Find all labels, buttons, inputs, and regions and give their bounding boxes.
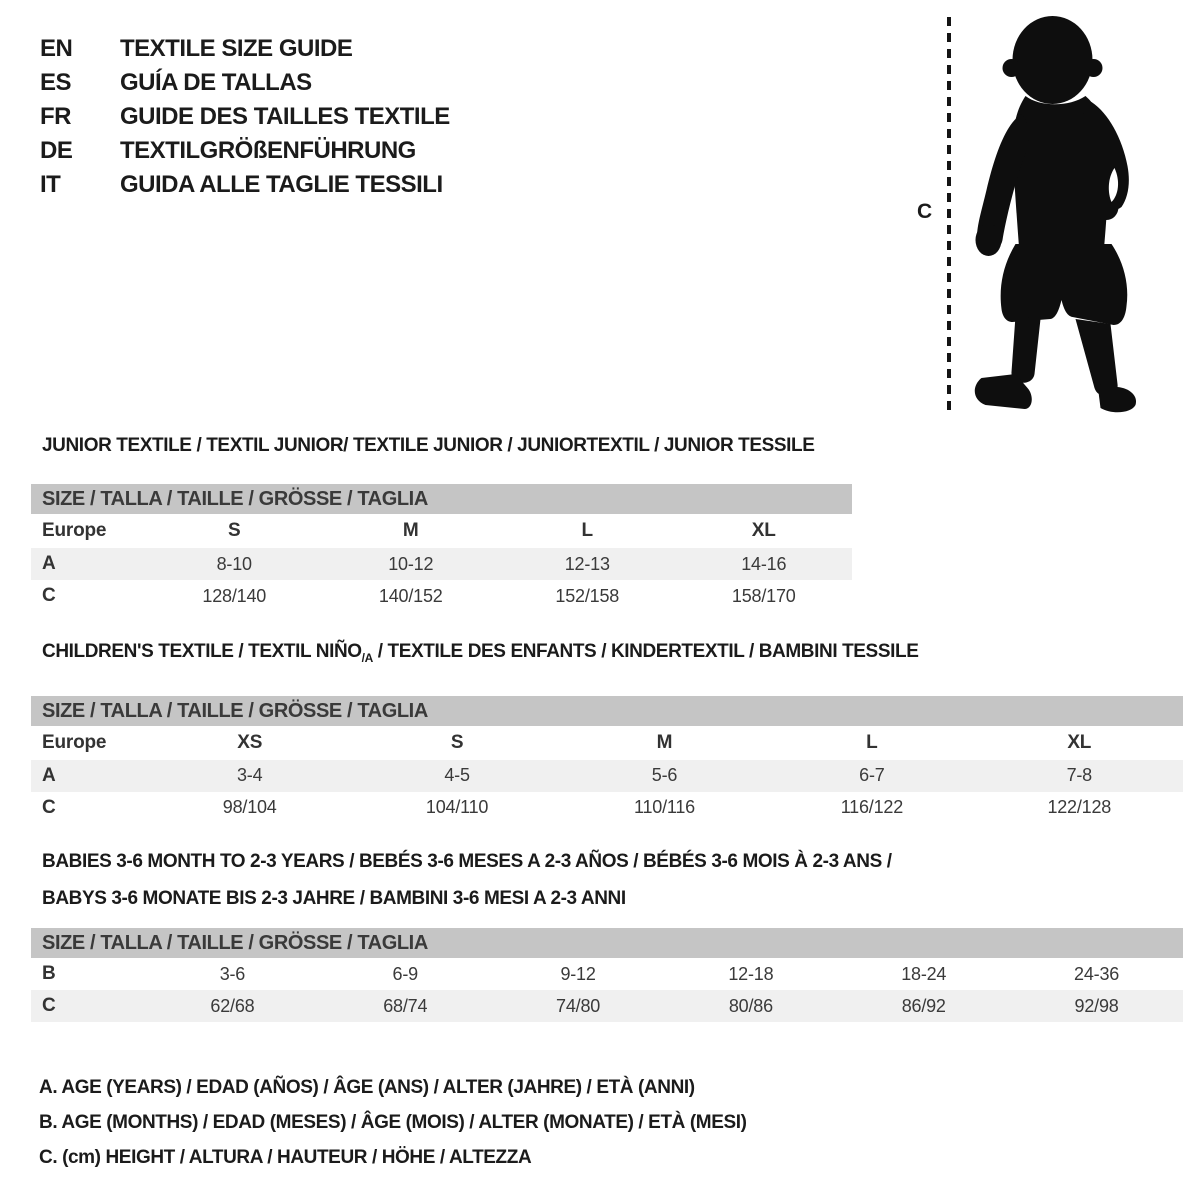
cell-value: 9-12 — [560, 963, 596, 984]
cell-value: M — [656, 731, 673, 753]
language-title: GUÍA DE TALLAS — [120, 69, 312, 96]
junior-row-c — [31, 580, 852, 612]
row-label: B — [42, 963, 56, 984]
children-size-table — [31, 696, 1183, 824]
title-segment: / TEXTILE DES ENFANTS / KINDERTEXTIL / BAMBINI TESSILE — [372, 641, 919, 662]
language-title: GUIDA ALLE TAGLIE TESSILI — [120, 171, 443, 198]
cell-value: 6-7 — [768, 760, 975, 792]
cell-value: M — [402, 520, 419, 541]
cell-value: 158/170 — [731, 585, 796, 606]
size-header-bar: SIZE / TALLA / TAILLE / GRÖSSE / TAGLIA — [31, 928, 1183, 958]
children-table-title — [31, 640, 1183, 670]
cell-value: L — [581, 520, 593, 541]
cell-value: 110/116 — [633, 797, 695, 818]
measurement-legend — [39, 1070, 747, 1175]
junior-textile-section — [31, 434, 852, 612]
cell-value: 98/104 — [222, 797, 277, 818]
cell-value: 10-12 — [323, 548, 500, 580]
cell-value: XL — [1067, 731, 1092, 753]
cell-value: 86/92 — [837, 990, 1010, 1022]
cell-value: L — [866, 731, 878, 753]
title-line — [42, 434, 852, 458]
figure-area — [895, 0, 1155, 430]
junior-row-a — [31, 548, 852, 580]
legend-line-a: A. AGE (YEARS) / EDAD (AÑOS) / ÂGE (ANS) / ALTER (JAHRE) / ETÀ (ANNI) — [39, 1077, 695, 1098]
babies-size-table — [31, 928, 1183, 1022]
cell-value: 122/128 — [1047, 797, 1112, 818]
title-line — [42, 640, 1183, 670]
cell-value: 24-36 — [1074, 963, 1120, 984]
language-title: TEXTILGRÖßENFÜHRUNG — [120, 137, 416, 164]
cell-value: XL — [751, 520, 776, 541]
language-title-block — [40, 32, 450, 202]
row-label: A — [31, 548, 146, 580]
language-code: EN — [40, 35, 73, 62]
language-row-fr — [40, 100, 450, 134]
babies-row-c — [31, 990, 1183, 1022]
row-label: Europe — [42, 731, 107, 753]
language-row-es — [40, 66, 450, 100]
language-code: DE — [40, 137, 73, 164]
size-header-bar: SIZE / TALLA / TAILLE / GRÖSSE / TAGLIA — [31, 696, 1183, 726]
title-segment: BABYS 3-6 MONATE BIS 2-3 JAHRE / BAMBINI 3-6 MESI A 2-3 ANNI — [42, 888, 626, 909]
junior-row-europe — [31, 514, 852, 548]
cell-value: 62/68 — [146, 990, 319, 1022]
language-row-de — [40, 134, 450, 168]
cell-value: 6-9 — [392, 963, 418, 984]
cell-value: 3-6 — [219, 963, 246, 984]
language-title: GUIDE DES TAILLES TEXTILE — [120, 103, 450, 130]
cell-value: XS — [237, 731, 263, 753]
junior-table-title — [31, 434, 852, 458]
cell-value: 14-16 — [676, 548, 853, 580]
row-label: C — [42, 796, 56, 818]
babies-textile-section — [31, 843, 1183, 1022]
cell-value: S — [228, 520, 241, 541]
title-segment: BABIES 3-6 MONTH TO 2-3 YEARS / BEBÉS 3-6 MESES A 2-3 AÑOS / BÉBÉS 3-6 MOIS À 2-3 ANS / — [42, 851, 892, 872]
height-measure-dashed-line — [947, 17, 951, 414]
cell-value: 18-24 — [901, 963, 947, 984]
cell-value: 128/140 — [202, 585, 267, 606]
children-textile-section — [31, 640, 1183, 824]
children-row-a — [31, 760, 1183, 792]
cell-value: 8-10 — [146, 548, 323, 580]
row-label: C — [31, 990, 146, 1022]
cell-value: 5-6 — [561, 760, 768, 792]
cell-value: 80/86 — [664, 990, 837, 1022]
cell-value: 3-4 — [146, 760, 353, 792]
row-label: Europe — [42, 520, 107, 541]
language-title: TEXTILE SIZE GUIDE — [120, 35, 353, 62]
height-measure-label: C — [917, 200, 933, 223]
title-segment: JUNIOR TEXTILE / TEXTIL JUNIOR/ TEXTILE JUNIOR / JUNIORTEXTIL / JUNIOR TESSILE — [42, 435, 815, 456]
children-row-c — [31, 792, 1183, 824]
language-row-en — [40, 32, 450, 66]
babies-table-title — [31, 843, 1183, 917]
title-segment: /A — [361, 650, 373, 665]
cell-value: 12-18 — [728, 963, 774, 984]
cell-value: 152/158 — [555, 585, 620, 606]
title-line — [42, 880, 1183, 917]
size-header-bar: SIZE / TALLA / TAILLE / GRÖSSE / TAGLIA — [31, 484, 852, 514]
toddler-silhouette — [962, 16, 1140, 416]
language-row-it — [40, 168, 450, 202]
cell-value: 92/98 — [1010, 990, 1183, 1022]
babies-row-b — [31, 958, 1183, 990]
cell-value: 116/122 — [840, 797, 904, 818]
toddler-head — [1013, 16, 1093, 104]
title-line — [42, 843, 1183, 880]
legend-line-c: C. (cm) HEIGHT / ALTURA / HAUTEUR / HÖHE / ALTEZZA — [39, 1147, 532, 1168]
cell-value: 140/152 — [378, 585, 443, 606]
cell-value: 74/80 — [492, 990, 665, 1022]
junior-size-table — [31, 484, 852, 612]
legend-line-b: B. AGE (MONTHS) / EDAD (MESES) / ÂGE (MOIS) / ALTER (MONATE) / ETÀ (MESI) — [39, 1112, 747, 1133]
language-code: IT — [40, 171, 61, 198]
children-row-europe — [31, 726, 1183, 760]
title-segment: CHILDREN'S TEXTILE / TEXTIL NIÑO — [42, 641, 362, 662]
cell-value: 12-13 — [499, 548, 676, 580]
cell-value: 7-8 — [976, 760, 1183, 792]
cell-value: 104/110 — [425, 797, 489, 818]
language-code: ES — [40, 69, 72, 96]
row-label: A — [31, 760, 146, 792]
cell-value: S — [450, 731, 464, 753]
row-label: C — [42, 585, 56, 606]
cell-value: 4-5 — [353, 760, 560, 792]
cell-value: 68/74 — [319, 990, 492, 1022]
language-code: FR — [40, 103, 71, 130]
